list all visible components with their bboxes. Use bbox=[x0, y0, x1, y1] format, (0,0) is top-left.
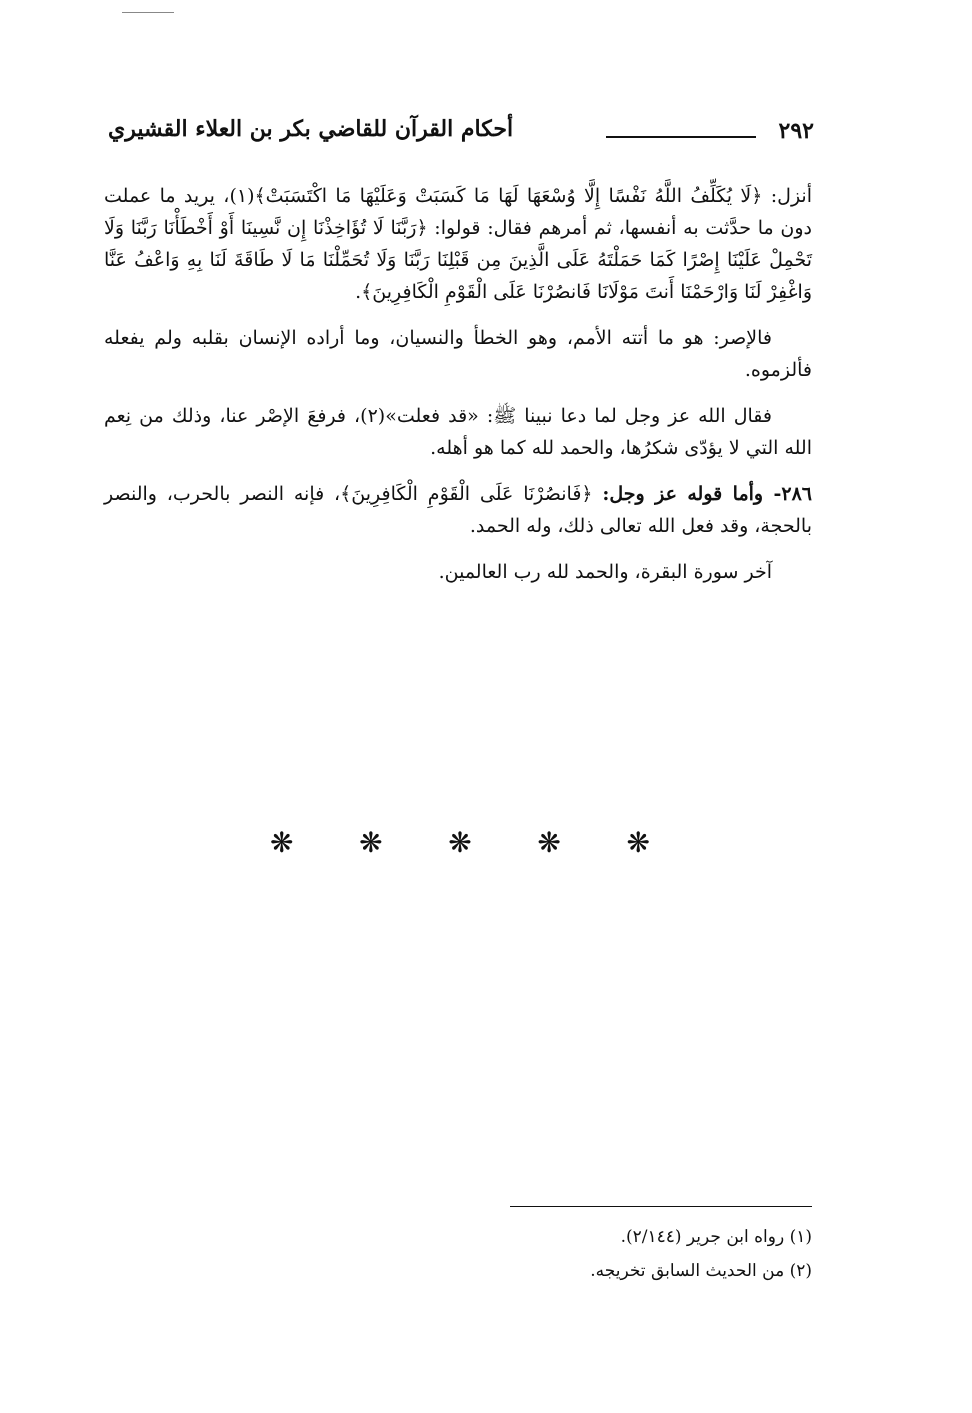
section-divider bbox=[270, 826, 650, 859]
divider-star: ❋ bbox=[537, 826, 561, 859]
footnote-2: (٢) من الحديث السابق تخريجه. bbox=[590, 1261, 812, 1281]
divider-star: ❋ bbox=[448, 826, 472, 859]
header-rule bbox=[606, 136, 756, 138]
divider-star: ❋ bbox=[270, 826, 294, 859]
running-title: أحكام القرآن للقاضي بكر بن العلاء القشيري bbox=[108, 116, 514, 142]
page-number: ٢٩٢ bbox=[778, 118, 814, 144]
footnote-1: (١) رواه ابن جرير (٢/١٤٤). bbox=[620, 1227, 812, 1247]
page-header bbox=[108, 114, 814, 158]
top-edge-mark bbox=[122, 12, 174, 13]
main-text bbox=[104, 180, 812, 602]
divider-star: ❋ bbox=[359, 826, 383, 859]
paragraph-1: أنزل: ﴿لَا يُكَلِّفُ اللَّهُ نَفْسًا إِلَّا وُسْعَهَا لَهَا مَا كَسَبَتْ وَعَلَيْهَا مَا اكْتَسَبَتْ﴾(١)، يريد ما عملت دون ما حدَّثت به أنفسها، ثم أمرهم فقال: قولوا: ﴿رَبَّنَا لَا تُؤَاخِذْنَا إِن نَّسِينَا أَوْ أَخْطَأْنَا رَبَّنَا وَلَا تَحْمِلْ عَلَيْنَا إِصْرًا كَمَا حَمَلْتَهُ عَلَى الَّذِينَ مِن قَبْلِنَا رَبَّنَا وَلَا تُحَمِّلْنَا مَا لَا طَاقَةَ لَنَا بِهِ وَاعْفُ عَنَّا وَاغْفِرْ لَنَا وَارْحَمْنَا أَنتَ مَوْلَانَا فَانصُرْنَا عَلَى الْقَوْمِ الْكَافِرِينَ﴾. bbox=[104, 185, 812, 303]
paragraph-5: آخر سورة البقرة، والحمد لله رب العالمين. bbox=[438, 561, 772, 583]
paragraph-3: فقال الله عز وجل لما دعا نبينا ﷺ: «قد فعلت»(٢)، فرفعَ الإصْر عنا، وذلك من نِعم الله التي لا يؤدّى شكرُها، والحمد لله كما هو أهله. bbox=[104, 405, 812, 459]
paragraph-4-text: ﴿فَانصُرْنَا عَلَى الْقَوْمِ الْكَافِرِينَ﴾، فإنه النصر بالحرب، والنصر بالحجة، وقد فعل الله تعالى ذلك، وله الحمد. bbox=[104, 483, 812, 537]
footnotes bbox=[510, 1220, 812, 1288]
paragraph-4 bbox=[104, 478, 812, 542]
verse-number-lead: ٢٨٦- وأما قوله عز وجل: bbox=[602, 483, 812, 505]
paragraph-2: فالإصر: هو ما أتته الأمم، وهو الخطأ والنسيان، وما أراده الإنسان بقلبه ولم يفعله فألزموه. bbox=[104, 327, 812, 381]
divider-star: ❋ bbox=[626, 826, 650, 859]
footnote-rule bbox=[510, 1206, 812, 1207]
